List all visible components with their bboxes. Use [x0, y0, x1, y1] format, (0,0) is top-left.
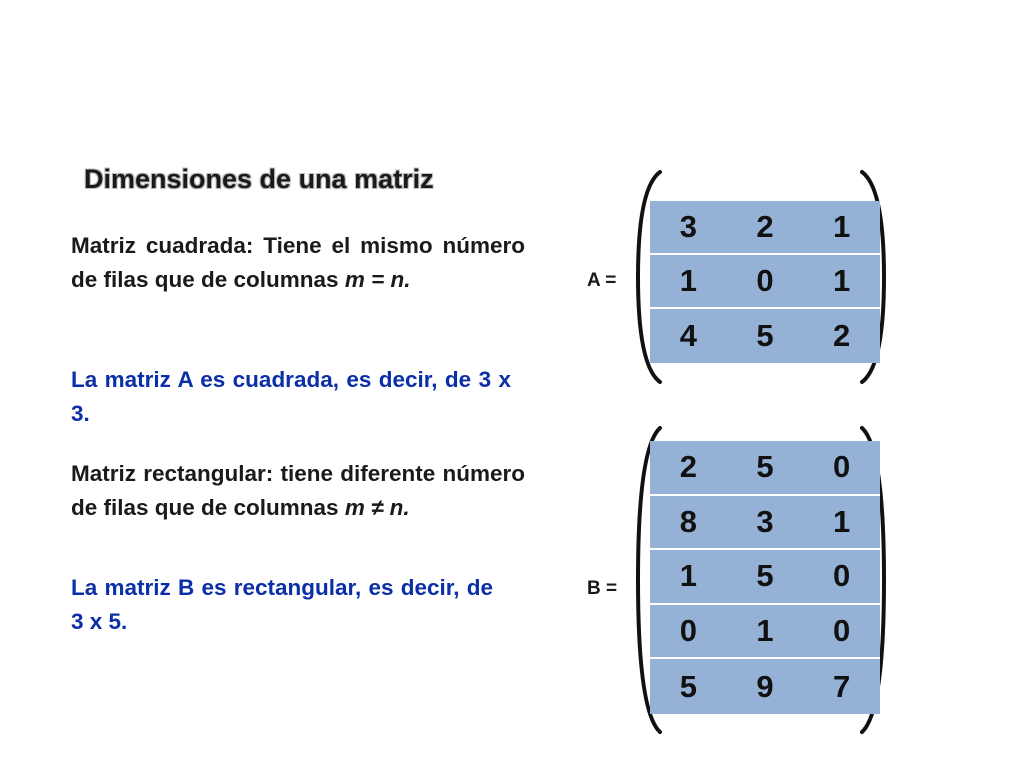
matrix-cell: 3	[650, 201, 727, 255]
matrix-a-label: A =	[587, 270, 617, 291]
square-definition-text: Matriz cuadrada: Tiene el mismo número de filas que de columnas	[71, 233, 525, 292]
matrix-cell: 2	[833, 318, 851, 353]
matrix-cell: 1	[803, 201, 880, 255]
matrix-cell: 1	[650, 550, 727, 605]
matrix-cell: 1	[727, 605, 804, 660]
rectangular-formula: m ≠ n.	[344, 495, 410, 520]
matrix-cell: 8	[650, 496, 727, 551]
matrix-cell: 7	[833, 668, 851, 704]
matrix-cell: 4	[679, 318, 697, 353]
slide-title: Dimensiones de una matriz	[84, 164, 434, 194]
matrix-cell: 1	[803, 255, 880, 309]
square-matrix-definition	[71, 229, 525, 297]
rectangular-matrix-definition	[71, 457, 525, 525]
matrix-a	[650, 201, 880, 363]
matrix-cell: 0	[727, 255, 804, 309]
matrix-cell: 0	[650, 605, 727, 660]
matrix-cell: 0	[803, 605, 880, 660]
square-matrix-example: La matriz A es cuadrada, es decir, de 3 x 3.	[71, 367, 511, 426]
matrix-cell: 5	[679, 668, 697, 704]
rectangular-definition-text: Matriz rectangular: tiene diferente número de filas que de columnas	[71, 461, 525, 520]
square-formula: m = n.	[344, 267, 411, 292]
matrix-cell: 5	[727, 441, 804, 496]
matrix-cell: 0	[803, 441, 880, 496]
matrix-cell: 3	[727, 496, 804, 551]
matrix-cell: 1	[650, 255, 727, 309]
matrix-cell: 1	[803, 496, 880, 551]
matrix-cell: 0	[803, 550, 880, 605]
matrix-cell: 5	[756, 318, 774, 353]
matrix-b	[650, 441, 880, 714]
matrix-cell: 5	[727, 550, 804, 605]
rectangular-matrix-example: La matriz B es rectangular, es decir, de 3 x 5.	[71, 575, 493, 634]
matrix-b-label: B =	[587, 578, 618, 599]
matrix-cell: 2	[727, 201, 804, 255]
matrix-cell: 9	[756, 668, 774, 704]
matrix-cell: 2	[650, 441, 727, 496]
